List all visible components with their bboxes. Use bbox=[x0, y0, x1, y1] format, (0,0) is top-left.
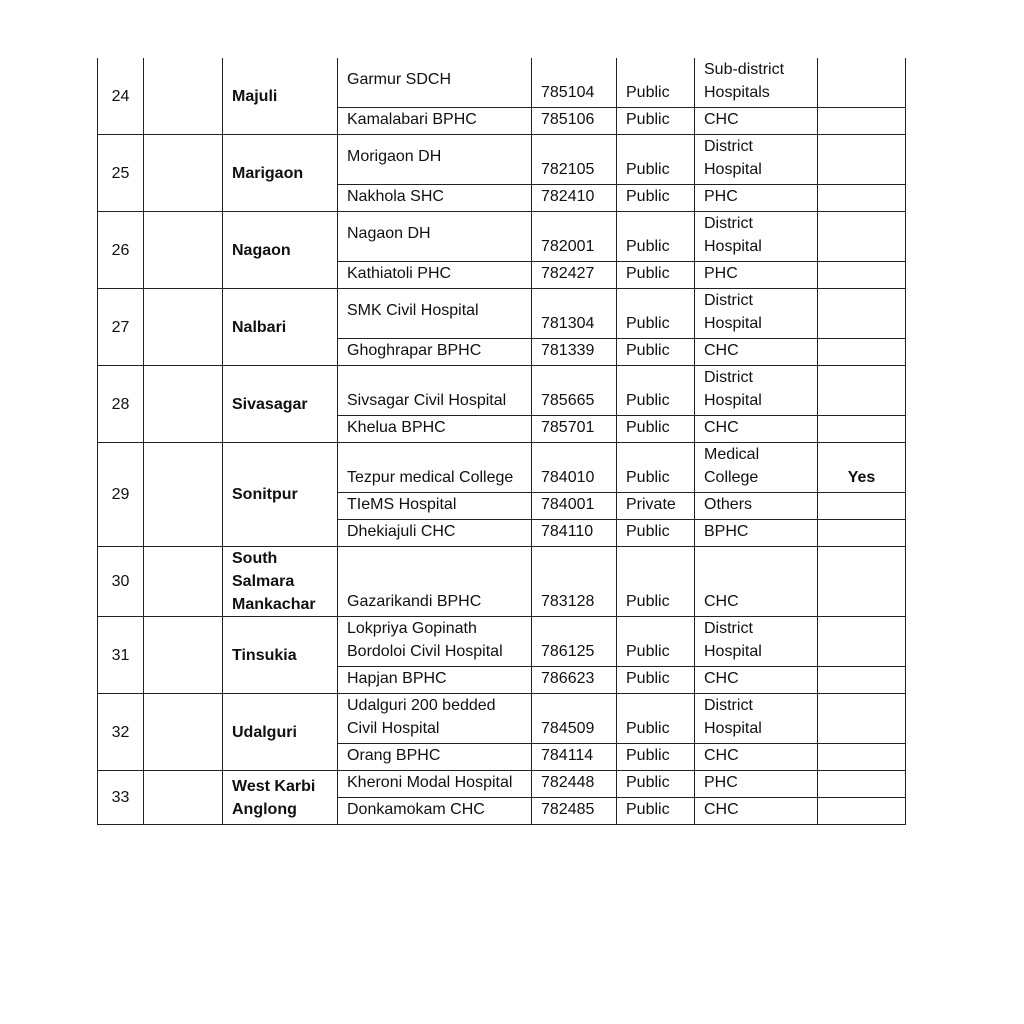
sector-cell: Public bbox=[617, 58, 695, 108]
facility-name-cell: Ghoghrapar BPHC bbox=[338, 339, 532, 366]
empty-cell bbox=[144, 135, 223, 212]
extra-cell bbox=[818, 185, 906, 212]
facility-name-cell: Gazarikandi BPHC bbox=[338, 547, 532, 617]
empty-cell bbox=[144, 617, 223, 694]
extra-cell bbox=[818, 667, 906, 694]
facility-name-cell: Tezpur medical College bbox=[338, 443, 532, 493]
facility-type-cell: Sub-district Hospitals bbox=[695, 58, 818, 108]
table-row bbox=[98, 366, 906, 416]
facility-name-cell: Donkamokam CHC bbox=[338, 798, 532, 825]
serial-number-cell: 26 bbox=[98, 212, 144, 289]
pincode-cell: 781304 bbox=[532, 289, 617, 339]
facility-name-cell: Hapjan BPHC bbox=[338, 667, 532, 694]
facility-name-cell: Lokpriya Gopinath Bordoloi Civil Hospital bbox=[338, 617, 532, 667]
serial-number-cell: 30 bbox=[98, 547, 144, 617]
facility-type-cell: District Hospital bbox=[695, 617, 818, 667]
facility-name-cell: Nagaon DH bbox=[338, 212, 532, 262]
extra-cell bbox=[818, 771, 906, 798]
extra-cell bbox=[818, 262, 906, 289]
facility-name-cell: Kheroni Modal Hospital bbox=[338, 771, 532, 798]
empty-cell bbox=[144, 58, 223, 135]
sector-cell: Public bbox=[617, 135, 695, 185]
pincode-cell: 784509 bbox=[532, 694, 617, 744]
empty-cell bbox=[144, 289, 223, 366]
facility-name-cell: Dhekiajuli CHC bbox=[338, 520, 532, 547]
facilities-table bbox=[97, 58, 906, 825]
facility-type-cell: CHC bbox=[695, 108, 818, 135]
sector-cell: Private bbox=[617, 493, 695, 520]
empty-cell bbox=[144, 443, 223, 547]
table-body bbox=[98, 58, 906, 825]
serial-number-cell: 25 bbox=[98, 135, 144, 212]
facility-type-cell: Others bbox=[695, 493, 818, 520]
extra-cell: Yes bbox=[818, 443, 906, 493]
sector-cell: Public bbox=[617, 366, 695, 416]
sector-cell: Public bbox=[617, 694, 695, 744]
extra-cell bbox=[818, 135, 906, 185]
sector-cell: Public bbox=[617, 443, 695, 493]
sector-cell: Public bbox=[617, 185, 695, 212]
sector-cell: Public bbox=[617, 547, 695, 617]
facility-type-cell: District Hospital bbox=[695, 366, 818, 416]
sector-cell: Public bbox=[617, 108, 695, 135]
sector-cell: Public bbox=[617, 617, 695, 667]
facility-type-cell: BPHC bbox=[695, 520, 818, 547]
district-cell: Nalbari bbox=[223, 289, 338, 366]
district-cell: Tinsukia bbox=[223, 617, 338, 694]
pincode-cell: 782427 bbox=[532, 262, 617, 289]
pincode-cell: 782410 bbox=[532, 185, 617, 212]
pincode-cell: 782001 bbox=[532, 212, 617, 262]
pincode-cell: 785104 bbox=[532, 58, 617, 108]
serial-number-cell: 28 bbox=[98, 366, 144, 443]
extra-cell bbox=[818, 289, 906, 339]
pincode-cell: 785106 bbox=[532, 108, 617, 135]
sector-cell: Public bbox=[617, 744, 695, 771]
facility-name-cell: Morigaon DH bbox=[338, 135, 532, 185]
facility-type-cell: District Hospital bbox=[695, 212, 818, 262]
facility-name-cell: SMK Civil Hospital bbox=[338, 289, 532, 339]
empty-cell bbox=[144, 366, 223, 443]
pincode-cell: 782485 bbox=[532, 798, 617, 825]
district-cell: Sivasagar bbox=[223, 366, 338, 443]
facility-name-cell: Garmur SDCH bbox=[338, 58, 532, 108]
sector-cell: Public bbox=[617, 667, 695, 694]
serial-number-cell: 27 bbox=[98, 289, 144, 366]
extra-cell bbox=[818, 108, 906, 135]
table-row bbox=[98, 58, 906, 108]
table-row bbox=[98, 135, 906, 185]
extra-cell bbox=[818, 694, 906, 744]
sector-cell: Public bbox=[617, 212, 695, 262]
serial-number-cell: 33 bbox=[98, 771, 144, 825]
facility-name-cell: TIeMS Hospital bbox=[338, 493, 532, 520]
table-row bbox=[98, 212, 906, 262]
table-row bbox=[98, 289, 906, 339]
empty-cell bbox=[144, 771, 223, 825]
facility-type-cell: District Hospital bbox=[695, 289, 818, 339]
extra-cell bbox=[818, 493, 906, 520]
extra-cell bbox=[818, 339, 906, 366]
pincode-cell: 785665 bbox=[532, 366, 617, 416]
pincode-cell: 783128 bbox=[532, 547, 617, 617]
facility-type-cell: CHC bbox=[695, 798, 818, 825]
serial-number-cell: 29 bbox=[98, 443, 144, 547]
empty-cell bbox=[144, 694, 223, 771]
pincode-cell: 784010 bbox=[532, 443, 617, 493]
facility-name-cell: Sivsagar Civil Hospital bbox=[338, 366, 532, 416]
facility-type-cell: CHC bbox=[695, 339, 818, 366]
pincode-cell: 784001 bbox=[532, 493, 617, 520]
facility-name-cell: Orang BPHC bbox=[338, 744, 532, 771]
table-row bbox=[98, 443, 906, 493]
facility-type-cell: CHC bbox=[695, 416, 818, 443]
district-cell: West Karbi Anglong bbox=[223, 771, 338, 825]
serial-number-cell: 31 bbox=[98, 617, 144, 694]
facility-name-cell: Udalguri 200 bedded Civil Hospital bbox=[338, 694, 532, 744]
extra-cell bbox=[818, 520, 906, 547]
extra-cell bbox=[818, 58, 906, 108]
extra-cell bbox=[818, 617, 906, 667]
facility-name-cell: Kamalabari BPHC bbox=[338, 108, 532, 135]
district-cell: Nagaon bbox=[223, 212, 338, 289]
pincode-cell: 781339 bbox=[532, 339, 617, 366]
sector-cell: Public bbox=[617, 416, 695, 443]
sector-cell: Public bbox=[617, 289, 695, 339]
serial-number-cell: 32 bbox=[98, 694, 144, 771]
facility-type-cell: CHC bbox=[695, 547, 818, 617]
pincode-cell: 786623 bbox=[532, 667, 617, 694]
extra-cell bbox=[818, 212, 906, 262]
facility-type-cell: Medical College bbox=[695, 443, 818, 493]
pincode-cell: 782105 bbox=[532, 135, 617, 185]
extra-cell bbox=[818, 547, 906, 617]
table-row bbox=[98, 547, 906, 617]
sector-cell: Public bbox=[617, 339, 695, 366]
pincode-cell: 785701 bbox=[532, 416, 617, 443]
district-cell: South Salmara Mankachar bbox=[223, 547, 338, 617]
empty-cell bbox=[144, 547, 223, 617]
facility-name-cell: Kathiatoli PHC bbox=[338, 262, 532, 289]
extra-cell bbox=[818, 744, 906, 771]
facility-type-cell: PHC bbox=[695, 262, 818, 289]
district-cell: Sonitpur bbox=[223, 443, 338, 547]
district-cell: Marigaon bbox=[223, 135, 338, 212]
pincode-cell: 782448 bbox=[532, 771, 617, 798]
empty-cell bbox=[144, 212, 223, 289]
sector-cell: Public bbox=[617, 520, 695, 547]
serial-number-cell: 24 bbox=[98, 58, 144, 135]
sector-cell: Public bbox=[617, 262, 695, 289]
table-row bbox=[98, 771, 906, 798]
facility-type-cell: PHC bbox=[695, 185, 818, 212]
facility-name-cell: Nakhola SHC bbox=[338, 185, 532, 212]
sector-cell: Public bbox=[617, 798, 695, 825]
district-cell: Majuli bbox=[223, 58, 338, 135]
facility-type-cell: District Hospital bbox=[695, 694, 818, 744]
table-row bbox=[98, 617, 906, 667]
facility-type-cell: District Hospital bbox=[695, 135, 818, 185]
pincode-cell: 784110 bbox=[532, 520, 617, 547]
facility-name-cell: Khelua BPHC bbox=[338, 416, 532, 443]
table-row bbox=[98, 694, 906, 744]
extra-cell bbox=[818, 366, 906, 416]
facility-type-cell: PHC bbox=[695, 771, 818, 798]
pincode-cell: 784114 bbox=[532, 744, 617, 771]
facility-type-cell: CHC bbox=[695, 667, 818, 694]
extra-cell bbox=[818, 798, 906, 825]
pincode-cell: 786125 bbox=[532, 617, 617, 667]
district-cell: Udalguri bbox=[223, 694, 338, 771]
sector-cell: Public bbox=[617, 771, 695, 798]
facility-type-cell: CHC bbox=[695, 744, 818, 771]
extra-cell bbox=[818, 416, 906, 443]
